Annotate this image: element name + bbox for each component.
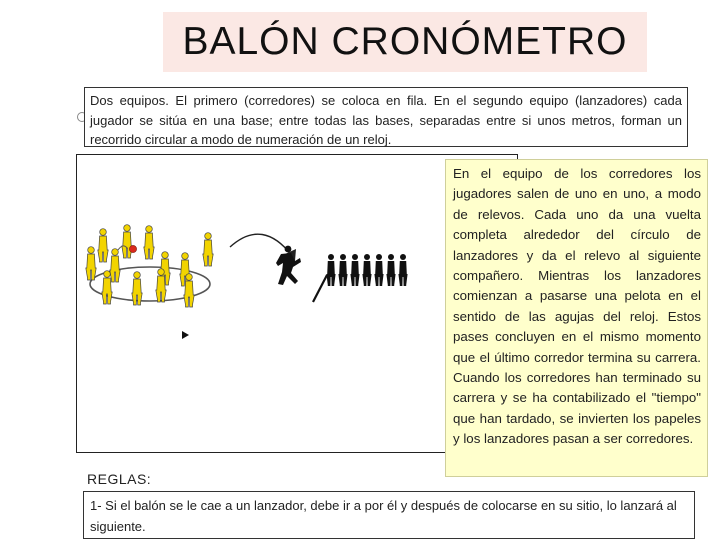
thrower-player bbox=[110, 249, 120, 282]
thrower-player bbox=[144, 226, 154, 259]
running-player-icon bbox=[276, 246, 301, 285]
thrower-player bbox=[203, 233, 213, 266]
thrower-player bbox=[122, 225, 132, 258]
intro-description: Dos equipos. El primero (corredores) se coloca en fila. En el segundo equipo (lanzadores) cada jugador se sitúa en una base; entre todas las bases, separadas entre si unos metros, forman un recorrido circular a modo de numeración de un reloj. bbox=[84, 87, 688, 147]
start-line bbox=[313, 275, 327, 302]
thrower-player bbox=[86, 247, 96, 280]
run-direction-arrow bbox=[230, 234, 293, 257]
page-title: BALÓN CRONÓMETRO bbox=[163, 12, 647, 72]
thrower-players bbox=[86, 225, 213, 307]
ball-icon bbox=[129, 245, 136, 252]
play-triangle-icon bbox=[182, 331, 189, 339]
explanation-note: En el equipo de los corredores los jugadores salen de uno en uno, a modo de relevos. Cada uno da una vuelta completa alrededor del círculo de lanzadores y da el relevo al siguiente compañero. Mientras los lanzadores comienzan a pasarse una pelota en el sentido de las agujas del reloj. Estos pases concluyen en el mismo momento que el último corredor termina su carrera. Cuando los corredores han terminado su carrera y se ha contabilizado el "tiempo" que han tardado, se invierten los papeles y los lanzadores pasan a ser corredores. bbox=[445, 159, 708, 477]
rules-heading: REGLAS: bbox=[87, 471, 152, 487]
runner-queue bbox=[326, 254, 407, 286]
rule-item: 1- Si el balón se le cae a un lanzador, debe ir a por él y después de colocarse en su sitio, lo lanzará al siguiente. bbox=[83, 491, 695, 539]
thrower-player bbox=[98, 229, 108, 262]
